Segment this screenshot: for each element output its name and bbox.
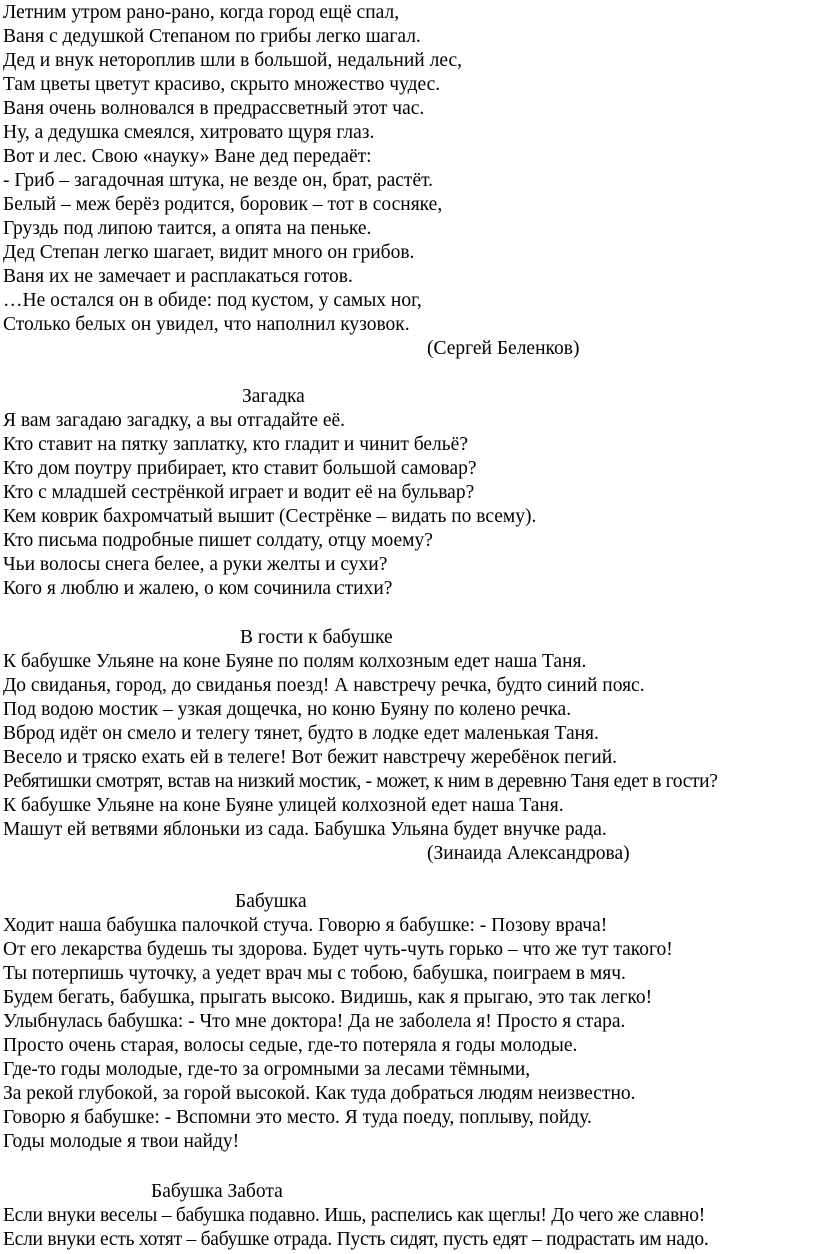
poem-riddle	[3, 385, 810, 601]
poem-author: (Сергей Беленков)	[427, 338, 580, 359]
poem-mushrooms	[3, 1, 810, 361]
poem-line: Ваня очень волновался в предрассветный этот час.	[3, 98, 425, 119]
poem-line: Где-то годы молодые, где-то за огромными за лесами тёмными,	[3, 1059, 531, 1080]
poem-line: Кто с младшей сестрёнкой играет и водит её на бульвар?	[3, 482, 475, 503]
poem-line: Будем бегать, бабушка, прыгать высоко. Видишь, как я прыгаю, это так легко!	[3, 987, 653, 1008]
poem-line: От его лекарства будешь ты здорова. Будет чуть-чуть горько – что же тут такого!	[3, 939, 673, 960]
poem-title: Бабушка Забота	[151, 1181, 283, 1202]
poem-line: Ребятишки смотрят, встав на низкий мостик, - может, к ним в деревню Таня едет в гости?	[3, 771, 718, 792]
poem-line: Кем коврик бахромчатый вышит (Сестрёнке – видать по всему).	[3, 506, 537, 527]
poem-line: Если внуки есть хотят – бабушке отрада. Пусть сидят, пусть едят – подрастать им надо.	[3, 1229, 709, 1250]
poem-line: Белый – меж берёз родится, боровик – тот в сосняке,	[3, 194, 443, 215]
poem-line: Ну, а дедушка смеялся, хитровато щуря глаз.	[3, 122, 375, 143]
poem-line: Вот и лес. Свою «науку» Ване дед передаёт:	[3, 146, 372, 167]
poem-line: - Гриб – загадочная штука, не везде он, брат, растёт.	[3, 170, 434, 191]
poem-line: Кто ставит на пятку заплатку, кто гладит и чинит бельё?	[3, 434, 468, 455]
poem-line: Кого я люблю и жалею, о ком сочинила стихи?	[3, 578, 393, 599]
poem-visit-grandma	[3, 626, 810, 866]
poem-line: Просто очень старая, волосы седые, где-то потеряла я годы молодые.	[3, 1035, 578, 1056]
poem-line: Годы молодые я твои найду!	[3, 1131, 240, 1152]
poem-line: Там цветы цветут красиво, скрыто множество чудес.	[3, 74, 441, 95]
poem-line: До свиданья, город, до свиданья поезд! А навстречу речка, будто синий пояс.	[3, 675, 645, 696]
poem-line: Дед Степан легко шагает, видит много он грибов.	[3, 242, 415, 263]
poem-line: Ходит наша бабушка палочкой стуча. Говорю я бабушке: - Позову врача!	[3, 915, 608, 936]
poem-grandma	[3, 890, 810, 1154]
poem-line: Ваня с дедушкой Степаном по грибы легко шагал.	[3, 26, 421, 47]
poem-line: Машут ей ветвями яблоньки из сада. Бабушка Ульяна будет внучке рада.	[3, 819, 607, 840]
poem-title: В гости к бабушке	[240, 627, 393, 648]
poem-line: Столько белых он увидел, что наполнил кузовок.	[3, 314, 410, 335]
poem-title: Бабушка	[235, 891, 307, 912]
poem-grandma-care	[3, 1180, 810, 1252]
poem-line: Кто письма подробные пишет солдату, отцу моему?	[3, 530, 433, 551]
poem-line: Груздь под липою таится, а опята на пеньке.	[3, 218, 372, 239]
poem-line: Летним утром рано-рано, когда город ещё спал,	[3, 2, 400, 23]
poem-line: Улыбнулась бабушка: - Что мне доктора! Да не заболела я! Просто я стара.	[3, 1011, 626, 1032]
poem-line: …Не остался он в обиде: под кустом, у самых ног,	[3, 290, 422, 311]
poem-line: Вброд идёт он смело и телегу тянет, будто в лодке едет маленькая Таня.	[3, 723, 599, 744]
poem-line: За рекой глубокой, за горой высокой. Как туда добраться людям неизвестно.	[3, 1083, 636, 1104]
poem-line: Если внуки веселы – бабушка подавно. Ишь, распелись как щеглы! До чего же славно!	[3, 1205, 705, 1226]
poem-line: Говорю я бабушке: - Вспомни это место. Я туда поеду, поплыву, пойду.	[3, 1107, 592, 1128]
poem-line: К бабушке Ульяне на коне Буяне по полям колхозным едет наша Таня.	[3, 651, 587, 672]
poem-line: Дед и внук нетороплив шли в большой, недальний лес,	[3, 50, 462, 71]
poem-line: Чьи волосы снега белее, а руки желты и сухи?	[3, 554, 388, 575]
poem-line: Ты потерпишь чуточку, а уедет врач мы с тобою, бабушка, поиграем в мяч.	[3, 963, 626, 984]
poem-line: К бабушке Ульяне на коне Буяне улицей колхозной едет наша Таня.	[3, 795, 564, 816]
poem-line: Под водою мостик – узкая дощечка, но коню Буяну по колено речка.	[3, 699, 572, 720]
poem-line: Ваня их не замечает и расплакаться готов.	[3, 266, 353, 287]
poem-author: (Зинаида Александрова)	[427, 843, 630, 864]
poem-title: Загадка	[242, 386, 305, 407]
poem-line: Весело и тряско ехать ей в телеге! Вот бежит навстречу жеребёнок пегий.	[3, 747, 618, 768]
poem-line: Кто дом поутру прибирает, кто ставит большой самовар?	[3, 458, 477, 479]
poem-line: Я вам загадаю загадку, а вы отгадайте её.	[3, 410, 346, 431]
